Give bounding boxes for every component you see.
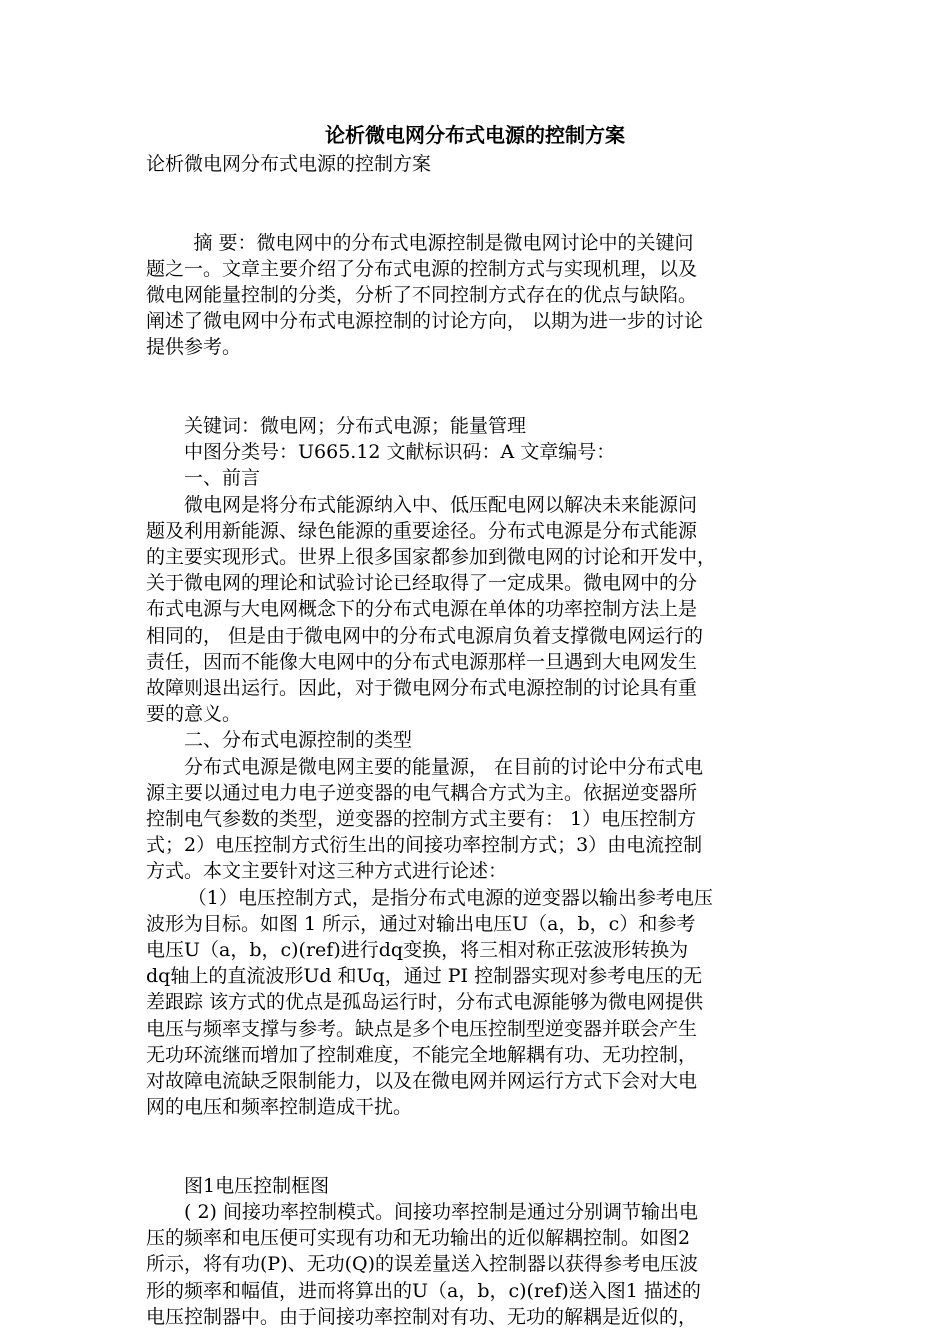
paragraph-line: 要的意义。 — [146, 703, 242, 726]
abstract-line: 阐述了微电网中分布式电源控制的讨论方向， 以期为进一步的讨论 — [146, 310, 704, 333]
paragraph-line: 的主要实现形式。世界上很多国家都参加到微电网的讨论和开发中， — [146, 546, 717, 569]
abstract-line: 摘 要：微电网中的分布式电源控制是微电网讨论中的关键问 — [193, 231, 694, 254]
paragraph-line: 相同的， 但是由于微电网中的分布式电源肩负着支撑微电网运行的 — [146, 624, 704, 647]
paragraph-line: ( 2) 间接功率控制模式。间接功率控制是通过分别调节输出电 — [184, 1201, 698, 1224]
paragraph-line: 形的频率和幅值，进而将算出的U（a，b，c)(ref)送入图1 描述的 — [146, 1279, 701, 1302]
document-title: 论析微电网分布式电源的控制方案 — [325, 123, 625, 147]
paragraph-line: 无功环流继而增加了控制难度，不能完全地解耦有功、无功控制， — [146, 1043, 698, 1066]
paragraph-line: 源主要以通过电力电子逆变器的电气耦合方式为主。依据逆变器所 — [146, 781, 698, 804]
abstract-line: 微电网能量控制的分类，分析了不同控制方式存在的优点与缺陷。 — [146, 284, 698, 306]
paragraph-line: 差跟踪 该方式的优点是孤岛运行时，分布式电源能够为微电网提供 — [146, 991, 704, 1014]
control-types-paragraph — [146, 754, 814, 885]
abstract-paragraph — [146, 230, 814, 361]
document-body — [146, 151, 814, 1330]
paragraph-line: 布式电源与大电网概念下的分布式电源在单体的功率控制方法上是 — [146, 598, 698, 621]
paragraph-line: 电压U（a，b，c)(ref)进行dq变换，将三相对称正弦波形转换为 — [146, 939, 689, 962]
paragraph-line: 对故障电流缺乏限制能力，以及在微电网并网运行方式下会对大电 — [146, 1070, 698, 1093]
paragraph-line: 微电网是将分布式能源纳入中、低压配电网以解决未来能源问 — [184, 493, 698, 516]
paragraph-line: 方式。本文主要针对这三种方式进行论述： — [146, 860, 508, 883]
paragraph-line: 关于微电网的理论和试验讨论已经取得了一定成果。微电网中的分 — [146, 572, 698, 595]
paragraph-line: 网的电压和频率控制造成干扰。 — [146, 1096, 413, 1119]
paragraph-line: dq轴上的直流波形Ud 和Uq，通过 PI 控制器实现对参考电压的无 — [146, 965, 703, 988]
paragraph-line: 波形为目标。如图 1 所示，通过对输出电压U（a，b，c）和参考 — [146, 912, 696, 935]
paragraph-line: 所示，将有功(P)、无功(Q)的误差量送入控制器以获得参考电压波 — [146, 1253, 699, 1276]
paragraph-line: 故障则退出运行。因此，对于微电网分布式电源控制的讨论具有重 — [146, 677, 698, 700]
document-subtitle: 论析微电网分布式电源的控制方案 — [146, 153, 432, 175]
classification-line: 中图分类号：U665.12 文献标识码：A 文章编号： — [184, 441, 616, 464]
paragraph-line: 控制电气参数的类型，逆变器的控制方式主要有： 1）电压控制方 — [146, 808, 697, 831]
paragraph-line: 责任，因而不能像大电网中的分布式电源那样一旦遇到大电网发生 — [146, 650, 698, 673]
paragraph-line: 电压控制器中。由于间接功率控制对有功、无功的解耦是近似的， — [146, 1305, 698, 1328]
paragraph-line: 分布式电源是微电网主要的能量源， 在目前的讨论中分布式电 — [184, 755, 704, 778]
paragraph-line: （1）电压控制方式，是指分布式电源的逆变器以输出参考电压 — [187, 886, 713, 909]
indirect-power-paragraph — [146, 1199, 814, 1330]
paragraph-line: 题及利用新能源、绿色能源的重要途径。分布式电源是分布式能源 — [146, 519, 698, 542]
abstract-line: 题之一。文章主要介绍了分布式电源的控制方式与实现机理，以及 — [146, 257, 698, 280]
section-heading-preface: 一、前言 — [184, 467, 261, 490]
paragraph-line: 式；2）电压控制方式衍生出的间接功率控制方式；3）由电流控制 — [146, 834, 703, 857]
abstract-line: 提供参考。 — [146, 336, 242, 359]
keywords-line: 关键词：微电网；分布式电源；能量管理 — [184, 415, 527, 437]
preface-paragraph — [146, 492, 814, 728]
paragraph-line: 压的频率和电压便可实现有功和无功输出的近似解耦控制。如图2 — [146, 1227, 691, 1250]
voltage-control-paragraph — [146, 885, 814, 1121]
section-heading-control-types: 二、分布式电源控制的类型 — [184, 729, 413, 752]
paragraph-line: 电压与频率支撑与参考。缺点是多个电压控制型逆变器并联会产生 — [146, 1017, 698, 1040]
figure-1-caption: 图1电压控制框图 — [184, 1174, 330, 1197]
